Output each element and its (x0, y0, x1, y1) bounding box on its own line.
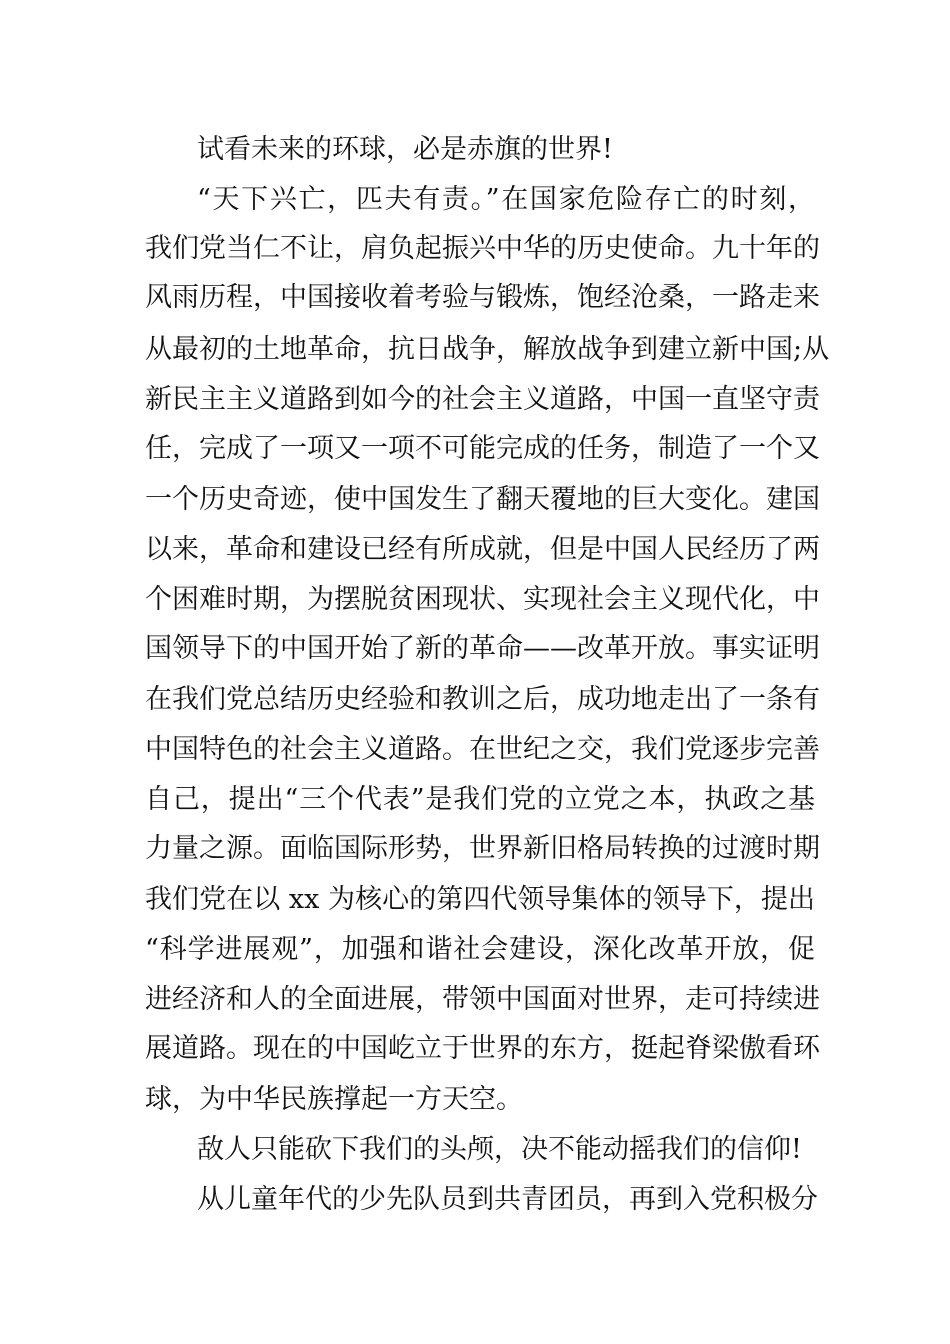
text-line-10: 个困难时期，为摆脱贫困现状、实现社会主义现代化，中 (145, 584, 820, 615)
text-line-20: 球，为中华民族撑起一方天空。 (145, 1084, 523, 1115)
text-line-13: 中国特色的社会主义道路。在世纪之交，我们党逐步完善 (145, 734, 820, 765)
text-line-6: 新民主主义道路到如今的社会主义道路，中国一直坚守责 (145, 384, 820, 415)
text-line-18: 进经济和人的全面进展，带领中国面对世界，走可持续进 (145, 984, 820, 1015)
text-line-9: 以来，革命和建设已经有所成就，但是中国人民经历了两 (145, 534, 820, 565)
text-line-3: 我们党当仁不让，肩负起振兴中华的历史使命。九十年的 (145, 233, 820, 264)
text-line-14: 自己，提出“三个代表”是我们党的立党之本，执政之基 (145, 784, 815, 815)
text-line-7: 任，完成了一项又一项不可能完成的任务，制造了一个又 (145, 433, 820, 464)
text-line-22: 从儿童年代的少先队员到共青团员，再到入党积极分 (197, 1184, 818, 1215)
text-line-2: “天下兴亡，匹夫有责。”在国家危险存亡的时刻， (197, 184, 815, 215)
text-line-4: 风雨历程，中国接收着考验与锻炼，饱经沧桑，一路走来 (145, 282, 820, 313)
text-line-17: “科学进展观”，加强和谐社会建设，深化改革开放，促 (145, 934, 815, 965)
text-line-1: 试看未来的环球，必是赤旗的世界! (197, 134, 613, 165)
text-line-21: 敌人只能砍下我们的头颅，决不能动摇我们的信仰! (197, 1134, 802, 1165)
text-line-15: 力量之源。面临国际形势，世界新旧格局转换的过渡时期 (145, 833, 820, 864)
text-line-19: 展道路。现在的中国屹立于世界的东方，挺起脊梁傲看环 (145, 1033, 820, 1064)
text-line-8: 一个历史奇迹，使中国发生了翻天覆地的巨大变化。建国 (145, 484, 820, 515)
text-line-16: 我们党在以 xx 为核心的第四代领导集体的领导下，提出 (145, 884, 815, 915)
text-line-12: 在我们党总结历史经验和教训之后，成功地走出了一条有 (145, 684, 820, 715)
text-line-5: 从最初的土地革命，抗日战争，解放战争到建立新中国;从 (145, 334, 830, 365)
text-line-11: 国领导下的中国开始了新的革命——改革开放。事实证明 (145, 633, 820, 664)
